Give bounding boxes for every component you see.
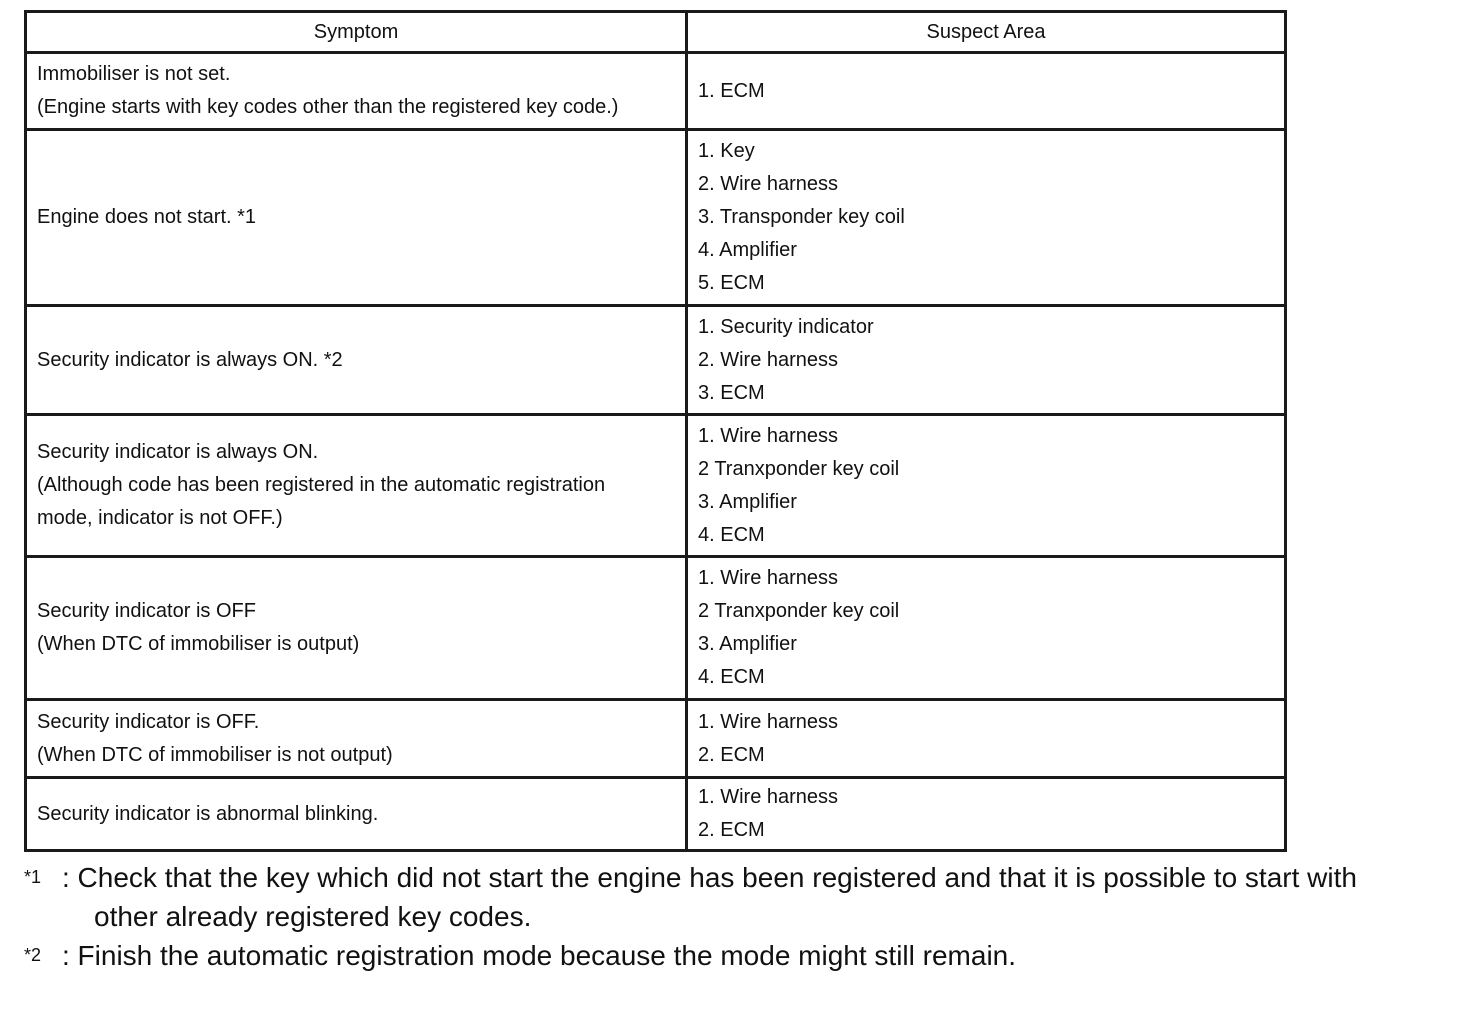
symptom-line: mode, indicator is not OFF.) <box>37 507 283 529</box>
suspect-item: 4. ECM <box>698 666 765 688</box>
suspect-item: 1. Wire harness <box>698 567 839 589</box>
suspect-item: 1. ECM <box>698 79 765 102</box>
suspect-item: 3. ECM <box>698 381 765 404</box>
suspect-item: 3. Amplifier <box>698 490 797 513</box>
suspect-item: 2. Wire harness <box>698 173 839 195</box>
symptom-line: Security indicator is OFF. <box>37 710 260 733</box>
symptom-line: (Engine starts with key codes other than the registered key code.) <box>37 96 619 118</box>
symptom-cell <box>26 778 687 851</box>
table-row <box>26 53 1286 130</box>
suspect-item: 2. Wire harness <box>698 348 839 371</box>
symptom-cell <box>26 53 687 130</box>
symptom-column-header: Symptom <box>26 12 687 53</box>
symptom-line: (When DTC of immobiliser is output) <box>37 633 360 655</box>
suspect-area-cell <box>687 53 1286 130</box>
footnote-text: : Finish the automatic registration mode because the mode might still remain. <box>62 940 1017 971</box>
table-row <box>26 778 1286 851</box>
symptom-line: (When DTC of immobiliser is not output) <box>37 743 393 766</box>
suspect-item: 2 Tranxponder key coil <box>698 600 900 622</box>
suspect-item: 1. Key <box>698 140 755 162</box>
suspect-item: 2. ECM <box>698 819 765 841</box>
suspect-item: 2. ECM <box>698 743 765 766</box>
symptom-line: Engine does not start. *1 <box>37 206 257 228</box>
suspect-area-column-header: Suspect Area <box>687 12 1286 53</box>
suspect-item: 1. Wire harness <box>698 786 839 808</box>
table-row <box>26 700 1286 778</box>
suspect-item: 1. Wire harness <box>698 710 839 733</box>
suspect-item: 5. ECM <box>698 272 765 294</box>
footnote-marker: *2 <box>24 945 42 965</box>
suspect-item: 3. Transponder key coil <box>698 206 905 228</box>
table-row <box>26 415 1286 557</box>
suspect-item: 3. Amplifier <box>698 633 797 655</box>
footnote-2 <box>24 936 1464 975</box>
suspect-area-cell <box>687 415 1286 557</box>
table-row <box>26 306 1286 415</box>
suspect-item: 1. Security indicator <box>698 315 874 338</box>
symptom-line: Immobiliser is not set. <box>37 63 231 85</box>
diagnosis-sheet <box>24 10 1284 852</box>
suspect-area-cell <box>687 306 1286 415</box>
suspect-area-cell <box>687 700 1286 778</box>
footnote-text: : Check that the key which did not start the engine has been registered and that it is possible to start with <box>62 862 1357 893</box>
table-header-row <box>26 12 1286 53</box>
suspect-item: 4. ECM <box>698 523 765 546</box>
suspect-area-cell <box>687 557 1286 700</box>
symptom-cell <box>26 130 687 306</box>
suspect-area-cell <box>687 130 1286 306</box>
footnote-continuation: other already registered key codes. <box>94 901 532 932</box>
suspect-area-cell <box>687 778 1286 851</box>
symptom-table <box>24 10 1287 852</box>
footnotes <box>24 858 1464 975</box>
symptom-cell <box>26 306 687 415</box>
symptom-line: Security indicator is always ON. <box>37 441 319 463</box>
footnote-1 <box>24 858 1464 936</box>
symptom-line: Security indicator is OFF <box>37 600 256 622</box>
symptom-cell <box>26 415 687 557</box>
suspect-item: 1. Wire harness <box>698 424 839 447</box>
suspect-item: 2 Tranxponder key coil <box>698 457 900 480</box>
footnote-marker: *1 <box>24 867 42 887</box>
symptom-line: (Although code has been registered in the automatic registration <box>37 474 606 496</box>
symptom-cell <box>26 557 687 700</box>
table-row <box>26 130 1286 306</box>
table-row <box>26 557 1286 700</box>
symptom-cell <box>26 700 687 778</box>
suspect-item: 4. Amplifier <box>698 239 797 261</box>
symptom-line: Security indicator is abnormal blinking. <box>37 802 379 825</box>
symptom-line: Security indicator is always ON. *2 <box>37 348 343 371</box>
